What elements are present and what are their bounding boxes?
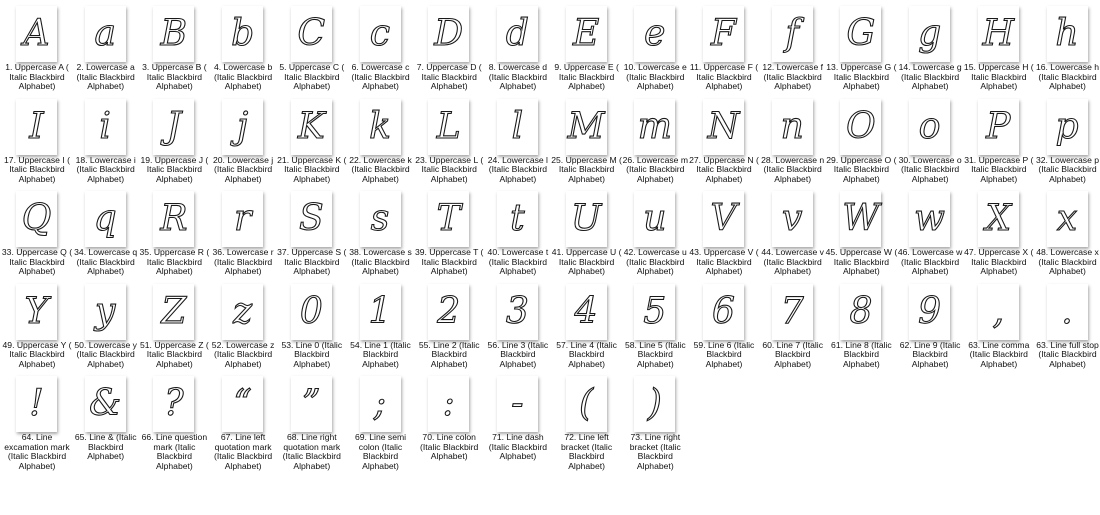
letter-glyph: i <box>99 105 111 147</box>
gallery-item[interactable] <box>3 95 71 187</box>
letter-glyph: V <box>710 198 737 239</box>
letter-thumbnail[interactable] <box>909 191 950 247</box>
letter-thumbnail[interactable] <box>85 284 126 340</box>
letter-glyph: b <box>231 13 255 54</box>
letter-glyph: w <box>914 198 945 239</box>
letter-thumbnail[interactable] <box>428 191 469 247</box>
gallery-item[interactable] <box>484 372 552 464</box>
gallery-item[interactable] <box>415 95 483 187</box>
gallery-item[interactable] <box>896 280 964 372</box>
letter-glyph: L <box>436 105 461 147</box>
gallery-item[interactable] <box>278 187 346 279</box>
thumbnail-caption[interactable]: 38. Lowercase s (Italic Blackbird Alphabet) <box>349 247 412 277</box>
letter-thumbnail[interactable] <box>566 284 607 340</box>
letter-glyph: R <box>160 198 188 239</box>
letter-thumbnail[interactable] <box>634 284 675 340</box>
thumbnail-caption[interactable]: 56. Line 3 (Italic Blackbird Alphabet) <box>487 339 549 369</box>
letter-glyph: Z <box>161 290 187 332</box>
thumbnail-caption[interactable]: 30. Lowercase o (Italic Blackbird Alphabet) <box>898 154 962 184</box>
letter-glyph: t <box>510 198 525 239</box>
letter-glyph: 6 <box>712 290 735 332</box>
letter-glyph: F <box>711 13 736 54</box>
thumbnail-caption[interactable]: 17. Uppercase I ( Italic Blackbird Alphabet) <box>4 154 70 184</box>
letter-glyph: . <box>1061 290 1073 332</box>
gallery-item[interactable] <box>553 372 621 471</box>
letter-thumbnail[interactable] <box>153 191 194 247</box>
thumbnail-caption[interactable]: 9. Uppercase E ( Italic Blackbird Alphabet) <box>554 62 619 92</box>
letter-glyph: G <box>846 13 876 54</box>
letter-glyph: 4 <box>574 290 598 332</box>
letter-glyph: m <box>637 105 672 147</box>
letter-thumbnail[interactable] <box>222 284 263 340</box>
thumbnail-caption[interactable]: 13. Uppercase G ( Italic Blackbird Alphabet) <box>826 62 897 92</box>
letter-thumbnail[interactable] <box>497 376 538 432</box>
gallery-item[interactable] <box>690 187 758 279</box>
letter-glyph: E <box>572 13 600 54</box>
thumbnail-caption[interactable]: 7. Uppercase D ( Italic Blackbird Alphabet) <box>416 62 482 92</box>
gallery-item[interactable] <box>690 95 758 187</box>
thumbnail-caption[interactable]: 34. Lowercase q (Italic Blackbird Alphabet) <box>74 247 138 277</box>
letter-glyph: j <box>237 105 249 147</box>
gallery-item[interactable] <box>347 372 415 471</box>
thumbnail-caption[interactable]: 39. Uppercase T ( Italic Blackbird Alphabet) <box>414 247 484 277</box>
thumbnail-caption[interactable]: 20. Lowercase j (Italic Blackbird Alphabet) <box>212 154 274 184</box>
gallery-item[interactable] <box>415 280 483 372</box>
letter-thumbnail[interactable] <box>85 99 126 155</box>
gallery-item[interactable] <box>621 372 689 471</box>
gallery-item[interactable] <box>140 280 208 372</box>
gallery-item[interactable] <box>1034 2 1100 94</box>
letter-glyph: 1 <box>368 290 392 332</box>
letter-thumbnail[interactable] <box>566 191 607 247</box>
letter-glyph: f <box>785 13 799 54</box>
letter-glyph: N <box>707 105 740 147</box>
gallery-item[interactable] <box>827 95 895 187</box>
letter-thumbnail[interactable] <box>291 284 332 340</box>
gallery-item[interactable] <box>209 280 277 372</box>
letter-glyph: e <box>644 13 666 54</box>
letter-glyph: p <box>1055 105 1079 147</box>
gallery-item[interactable] <box>72 95 140 187</box>
gallery-item[interactable] <box>209 187 277 279</box>
letter-glyph: ? <box>164 383 184 424</box>
letter-thumbnail[interactable] <box>909 99 950 155</box>
thumbnail-caption[interactable]: 35. Uppercase R ( Italic Blackbird Alphabet) <box>139 247 210 277</box>
gallery-item[interactable] <box>72 187 140 279</box>
thumbnail-caption[interactable]: 52. Lowercase z (Italic Blackbird Alphabet) <box>211 339 275 369</box>
gallery-item[interactable] <box>140 2 208 94</box>
letter-thumbnail[interactable] <box>16 376 57 432</box>
thumbnail-caption[interactable]: 45. Uppercase W ( Italic Blackbird Alphabet) <box>825 247 898 277</box>
letter-glyph: M <box>567 105 605 147</box>
gallery-item[interactable] <box>3 2 71 94</box>
gallery-item[interactable] <box>3 280 71 372</box>
gallery-item[interactable] <box>553 2 621 94</box>
gallery-item[interactable] <box>347 95 415 187</box>
thumbnail-caption[interactable]: 19. Uppercase J ( Italic Blackbird Alphabet) <box>140 154 209 184</box>
letter-thumbnail[interactable] <box>772 6 813 62</box>
letter-glyph: D <box>434 13 464 54</box>
letter-glyph: , <box>992 290 1005 332</box>
thumbnail-caption[interactable]: 69. Line semi colon (Italic Blackbird Alphabet) <box>354 432 407 471</box>
gallery-item[interactable] <box>965 2 1033 94</box>
letter-thumbnail[interactable] <box>428 284 469 340</box>
letter-glyph: C <box>297 13 326 54</box>
thumbnail-caption[interactable]: 65. Line & (Italic Blackbird Alphabet) <box>74 432 137 462</box>
thumbnail-caption[interactable]: 51. Uppercase Z ( Italic Blackbird Alphabet) <box>140 339 209 369</box>
thumbnail-caption[interactable]: 41. Uppercase U ( Italic Blackbird Alphabet) <box>551 247 622 277</box>
letter-glyph: X <box>985 198 1012 239</box>
letter-glyph: y <box>95 290 116 332</box>
gallery-item[interactable] <box>965 187 1033 279</box>
thumbnail-caption[interactable]: 25. Uppercase M ( Italic Blackbird Alphabet) <box>551 154 622 184</box>
letter-thumbnail[interactable] <box>840 99 881 155</box>
gallery-item[interactable] <box>1034 95 1100 187</box>
letter-glyph: ) <box>647 383 662 424</box>
thumbnail-caption[interactable]: 57. Line 4 (Italic Blackbird Alphabet) <box>556 339 617 369</box>
letter-thumbnail[interactable] <box>840 6 881 62</box>
gallery-item[interactable] <box>965 95 1033 187</box>
letter-thumbnail[interactable] <box>1047 191 1088 247</box>
thumbnail-caption[interactable]: 4. Lowercase b (Italic Blackbird Alphabet) <box>213 62 273 92</box>
thumbnail-caption[interactable]: 46. Lowercase w (Italic Blackbird Alphabet) <box>897 247 963 277</box>
gallery-item[interactable] <box>965 280 1033 372</box>
letter-thumbnail[interactable] <box>428 99 469 155</box>
letter-glyph: 9 <box>918 290 942 332</box>
letter-thumbnail[interactable] <box>291 99 332 155</box>
letter-thumbnail[interactable] <box>85 6 126 62</box>
gallery-item[interactable] <box>621 95 689 187</box>
thumbnail-caption[interactable]: 2. Lowercase a (Italic Blackbird Alphabet) <box>76 62 135 92</box>
letter-thumbnail[interactable] <box>840 284 881 340</box>
thumbnail-caption[interactable]: 55. Line 2 (Italic Blackbird Alphabet) <box>418 339 480 369</box>
letter-glyph: K <box>297 105 325 147</box>
gallery-item[interactable] <box>484 280 552 372</box>
gallery-item[interactable] <box>278 95 346 187</box>
gallery-item[interactable] <box>1034 280 1100 372</box>
letter-thumbnail[interactable] <box>291 6 332 62</box>
letter-glyph: A <box>23 13 50 54</box>
thumbnail-caption[interactable]: 44. Lowercase v (Italic Blackbird Alphabet) <box>761 247 824 277</box>
gallery-item[interactable] <box>209 2 277 94</box>
gallery-item[interactable] <box>347 280 415 372</box>
gallery-item[interactable] <box>827 2 895 94</box>
gallery-item[interactable] <box>484 187 552 279</box>
gallery-item[interactable] <box>140 187 208 279</box>
letter-thumbnail[interactable] <box>291 191 332 247</box>
letter-thumbnail[interactable] <box>840 191 881 247</box>
thumbnail-caption[interactable]: 64. Line excamation mark (Italic Blackbird Alphabet) <box>4 432 70 471</box>
thumbnail-caption[interactable]: 48. Lowercase x (Italic Blackbird Alphabet) <box>1036 247 1099 277</box>
letter-glyph: ; <box>373 383 387 424</box>
letter-glyph: ( <box>579 383 594 424</box>
thumbnail-caption[interactable]: 11. Uppercase F ( Italic Blackbird Alphabet) <box>689 62 759 92</box>
letter-thumbnail[interactable] <box>634 376 675 432</box>
letter-thumbnail[interactable] <box>497 191 538 247</box>
gallery-item[interactable] <box>759 95 827 187</box>
letter-thumbnail[interactable] <box>634 6 675 62</box>
thumbnail-caption[interactable]: 28. Lowercase n (Italic Blackbird Alphabet) <box>761 154 825 184</box>
gallery-item[interactable] <box>621 280 689 372</box>
letter-thumbnail[interactable] <box>16 99 57 155</box>
letter-thumbnail[interactable] <box>772 284 813 340</box>
letter-glyph: c <box>369 13 391 54</box>
thumbnail-caption[interactable]: 53. Line 0 (Italic Blackbird Alphabet) <box>281 339 343 369</box>
gallery-item[interactable] <box>553 95 621 187</box>
thumbnail-caption[interactable]: 16. Lowercase h (Italic Blackbird Alphabet) <box>1035 62 1100 92</box>
letter-thumbnail[interactable] <box>978 284 1019 340</box>
thumbnail-caption[interactable]: 15. Uppercase H ( Italic Blackbird Alphabet) <box>963 62 1034 92</box>
letter-glyph: - <box>511 383 524 424</box>
gallery-item[interactable] <box>896 187 964 279</box>
thumbnail-caption[interactable]: 10. Lowercase e (Italic Blackbird Alphabet) <box>623 62 687 92</box>
gallery-item[interactable] <box>621 187 689 279</box>
letter-thumbnail[interactable] <box>153 284 194 340</box>
letter-thumbnail[interactable] <box>16 284 57 340</box>
letter-thumbnail[interactable] <box>360 191 401 247</box>
thumbnail-caption[interactable]: 49. Uppercase Y ( Italic Blackbird Alphabet) <box>2 339 72 369</box>
letter-glyph: “ <box>233 383 252 424</box>
letter-thumbnail[interactable] <box>222 99 263 155</box>
letter-thumbnail[interactable] <box>1047 284 1088 340</box>
letter-glyph: n <box>780 105 804 147</box>
letter-thumbnail[interactable] <box>360 284 401 340</box>
letter-glyph: I <box>29 105 44 147</box>
letter-glyph: U <box>570 198 602 239</box>
thumbnail-caption[interactable]: 62. Line 9 (Italic Blackbird Alphabet) <box>899 339 961 369</box>
letter-thumbnail[interactable] <box>85 376 126 432</box>
gallery-item[interactable] <box>3 372 71 471</box>
letter-thumbnail[interactable] <box>566 6 607 62</box>
letter-thumbnail[interactable] <box>772 191 813 247</box>
thumbnail-caption[interactable]: 58. Line 5 (Italic Blackbird Alphabet) <box>624 339 686 369</box>
letter-thumbnail[interactable] <box>85 191 126 247</box>
letter-thumbnail[interactable] <box>16 6 57 62</box>
letter-thumbnail[interactable] <box>703 6 744 62</box>
letter-glyph: 2 <box>437 290 461 332</box>
gallery-item[interactable] <box>415 372 483 464</box>
gallery-item[interactable] <box>759 2 827 94</box>
letter-thumbnail[interactable] <box>703 191 744 247</box>
thumbnail-caption[interactable]: 54. Line 1 (Italic Blackbird Alphabet) <box>350 339 411 369</box>
gallery-item[interactable] <box>3 187 71 279</box>
thumbnail-caption[interactable]: 27. Uppercase N ( Italic Blackbird Alphabet) <box>689 154 759 184</box>
thumbnail-caption[interactable]: 43. Uppercase V ( Italic Blackbird Alphabet) <box>689 247 759 277</box>
letter-glyph: z <box>233 290 253 332</box>
letter-thumbnail[interactable] <box>360 99 401 155</box>
letter-glyph: d <box>505 13 529 54</box>
gallery-item[interactable] <box>72 372 140 464</box>
thumbnail-caption[interactable]: 59. Line 6 (Italic Blackbird Alphabet) <box>693 339 755 369</box>
gallery-item[interactable] <box>347 187 415 279</box>
letter-glyph: J <box>166 105 182 147</box>
thumbnail-caption[interactable]: 33. Uppercase Q ( Italic Blackbird Alphabet) <box>1 247 73 277</box>
letter-thumbnail[interactable] <box>222 376 263 432</box>
thumbnail-caption[interactable]: 40. Lowercase t (Italic Blackbird Alphabet) <box>487 247 549 277</box>
letter-glyph: & <box>89 383 122 424</box>
letter-glyph: 0 <box>299 290 323 332</box>
gallery-item[interactable] <box>484 95 552 187</box>
letter-thumbnail[interactable] <box>1047 99 1088 155</box>
letter-thumbnail[interactable] <box>360 6 401 62</box>
letter-glyph: Q <box>21 198 52 239</box>
letter-glyph: ” <box>302 383 321 424</box>
letter-glyph: 5 <box>643 290 667 332</box>
letter-thumbnail[interactable] <box>222 191 263 247</box>
letter-glyph: Y <box>24 290 49 332</box>
letter-thumbnail[interactable] <box>497 284 538 340</box>
letter-glyph: 8 <box>849 290 873 332</box>
gallery-item[interactable] <box>690 280 758 372</box>
letter-glyph: h <box>1055 13 1079 54</box>
gallery-item[interactable] <box>759 280 827 372</box>
thumbnail-caption[interactable]: 71. Line dash (Italic Blackbird Alphabet) <box>488 432 548 462</box>
thumbnail-caption[interactable]: 42. Lowercase u (Italic Blackbird Alphabet) <box>623 247 687 277</box>
letter-glyph: 3 <box>505 290 529 332</box>
gallery-item[interactable] <box>72 2 140 94</box>
thumbnail-caption[interactable]: 68. Line right quotation mark (Italic Blackbird Alphabet) <box>282 432 341 471</box>
letter-thumbnail[interactable] <box>978 6 1019 62</box>
letter-thumbnail[interactable] <box>222 6 263 62</box>
thumbnail-caption[interactable]: 14. Lowercase g (Italic Blackbird Alphabet) <box>898 62 962 92</box>
thumbnail-caption[interactable]: 66. Line question mark (Italic Blackbird Alphabet) <box>141 432 208 471</box>
letter-glyph: v <box>782 198 803 239</box>
thumbnail-caption[interactable]: 72. Line left bracket (Italic Blackbird Alphabet) <box>561 432 613 471</box>
thumbnail-caption[interactable]: 3. Uppercase B ( Italic Blackbird Alphabet) <box>142 62 207 92</box>
gallery-item[interactable] <box>759 187 827 279</box>
gallery-item[interactable] <box>140 95 208 187</box>
gallery-item[interactable] <box>347 2 415 94</box>
thumbnail-caption[interactable]: 6. Lowercase c (Italic Blackbird Alphabet) <box>351 62 410 92</box>
gallery-item[interactable] <box>140 372 208 471</box>
letter-thumbnail[interactable] <box>1047 6 1088 62</box>
gallery-item[interactable] <box>415 2 483 94</box>
gallery-item[interactable] <box>621 2 689 94</box>
thumbnail-caption[interactable]: 22. Lowercase k (Italic Blackbird Alphabet) <box>349 154 412 184</box>
gallery-item[interactable] <box>484 2 552 94</box>
letter-glyph: x <box>1056 198 1078 239</box>
letter-glyph: T <box>436 198 461 239</box>
letter-glyph: o <box>918 105 941 147</box>
letter-glyph: O <box>846 105 876 147</box>
letter-glyph: 7 <box>780 290 804 332</box>
letter-glyph: r <box>233 198 252 239</box>
letter-thumbnail[interactable] <box>497 99 538 155</box>
letter-glyph: ! <box>29 383 44 424</box>
letter-thumbnail[interactable] <box>428 6 469 62</box>
thumbnail-caption[interactable]: 18. Lowercase i (Italic Blackbird Alphabet) <box>75 154 136 184</box>
thumbnail-caption[interactable]: 21. Uppercase K ( Italic Blackbird Alphabet) <box>277 154 347 184</box>
letter-thumbnail[interactable] <box>634 99 675 155</box>
letter-thumbnail[interactable] <box>16 191 57 247</box>
gallery-item[interactable] <box>553 280 621 372</box>
thumbnail-caption[interactable]: 5. Uppercase C ( Italic Blackbird Alphabet) <box>279 62 345 92</box>
letter-glyph: B <box>160 13 188 54</box>
letter-glyph: H <box>982 13 1014 54</box>
thumbnail-caption[interactable]: 47. Uppercase X ( Italic Blackbird Alphabet) <box>964 247 1034 277</box>
letter-thumbnail[interactable] <box>566 99 607 155</box>
letter-thumbnail[interactable] <box>153 376 194 432</box>
gallery-item[interactable] <box>825 187 898 279</box>
letter-thumbnail[interactable] <box>291 376 332 432</box>
gallery-item[interactable] <box>209 372 277 471</box>
thumbnail-caption[interactable]: 37. Uppercase S ( Italic Blackbird Alphabet) <box>277 247 347 277</box>
gallery-item[interactable] <box>415 187 483 279</box>
thumbnail-caption[interactable]: 29. Uppercase O ( Italic Blackbird Alphabet) <box>826 154 897 184</box>
gallery-item[interactable] <box>827 280 895 372</box>
letter-thumbnail[interactable] <box>703 284 744 340</box>
letter-thumbnail[interactable] <box>153 6 194 62</box>
thumbnail-caption[interactable]: 61. Line 8 (Italic Blackbird Alphabet) <box>831 339 892 369</box>
gallery-item[interactable] <box>896 95 964 187</box>
letter-thumbnail[interactable] <box>772 99 813 155</box>
gallery-item[interactable] <box>896 2 964 94</box>
letter-glyph: : <box>442 383 455 424</box>
thumbnail-caption[interactable]: 31. Uppercase P ( Italic Blackbird Alphabet) <box>964 154 1034 184</box>
letter-glyph: S <box>298 198 324 239</box>
letter-glyph: l <box>511 105 524 147</box>
letter-glyph: P <box>986 105 1011 147</box>
gallery-item[interactable] <box>278 2 346 94</box>
thumbnail-caption[interactable]: 26. Lowercase m (Italic Blackbird Alphabet) <box>622 154 689 184</box>
letter-thumbnail[interactable] <box>428 376 469 432</box>
letter-thumbnail[interactable] <box>634 191 675 247</box>
letter-glyph: k <box>369 105 391 147</box>
gallery-item[interactable] <box>553 187 621 279</box>
thumbnail-caption[interactable]: 63. Line full stop (Italic Blackbird Alphabet) <box>1036 339 1099 369</box>
letter-thumbnail[interactable] <box>909 6 950 62</box>
thumbnail-caption[interactable]: 12. Lowercase f (Italic Blackbird Alphabet) <box>762 62 824 92</box>
letter-thumbnail[interactable] <box>909 284 950 340</box>
letter-thumbnail[interactable] <box>566 376 607 432</box>
letter-thumbnail[interactable] <box>978 191 1019 247</box>
letter-glyph: W <box>842 198 880 239</box>
letter-glyph: a <box>94 13 116 54</box>
thumbnail-caption[interactable]: 73. Line right bracket (Italic Blackbird Alphabet) <box>629 432 681 471</box>
letter-thumbnail[interactable] <box>153 99 194 155</box>
thumbnail-caption[interactable]: 24. Lowercase l (Italic Blackbird Alphabet) <box>487 154 548 184</box>
thumbnail-caption[interactable]: 67. Line left quotation mark (Italic Blackbird Alphabet) <box>213 432 273 471</box>
letter-thumbnail[interactable] <box>360 376 401 432</box>
letter-thumbnail[interactable] <box>703 99 744 155</box>
gallery-item[interactable] <box>209 95 277 187</box>
gallery-item[interactable] <box>690 2 758 94</box>
thumbnail-caption[interactable]: 23. Uppercase L ( Italic Blackbird Alphabet) <box>415 154 484 184</box>
thumbnail-caption[interactable]: 50. Lowercase y (Italic Blackbird Alphabet) <box>74 339 137 369</box>
thumbnail-caption[interactable]: 63. Line comma (Italic Blackbird Alphabet) <box>968 339 1030 369</box>
thumbnail-caption[interactable]: 32. Lowercase p (Italic Blackbird Alphabet) <box>1035 154 1100 184</box>
thumbnail-caption[interactable]: 36. Lowercase r (Italic Blackbird Alphabet) <box>212 247 274 277</box>
thumbnail-caption[interactable]: 1. Uppercase A ( Italic Blackbird Alphabet) <box>5 62 69 92</box>
gallery-item[interactable] <box>72 280 140 372</box>
letter-glyph: u <box>643 198 667 239</box>
letter-thumbnail[interactable] <box>497 6 538 62</box>
letter-glyph: s <box>370 198 390 239</box>
thumbnail-caption[interactable]: 8. Lowercase d (Italic Blackbird Alphabet) <box>488 62 548 92</box>
letter-glyph: q <box>93 198 117 239</box>
letter-thumbnail[interactable] <box>978 99 1019 155</box>
gallery-item[interactable] <box>1034 187 1100 279</box>
gallery-item[interactable] <box>278 280 346 372</box>
letter-glyph: g <box>918 13 942 54</box>
thumbnail-caption[interactable]: 70. Line colon (Italic Blackbird Alphabet) <box>420 432 479 462</box>
thumbnail-caption[interactable]: 60. Line 7 (Italic Blackbird Alphabet) <box>762 339 824 369</box>
gallery-item[interactable] <box>278 372 346 471</box>
